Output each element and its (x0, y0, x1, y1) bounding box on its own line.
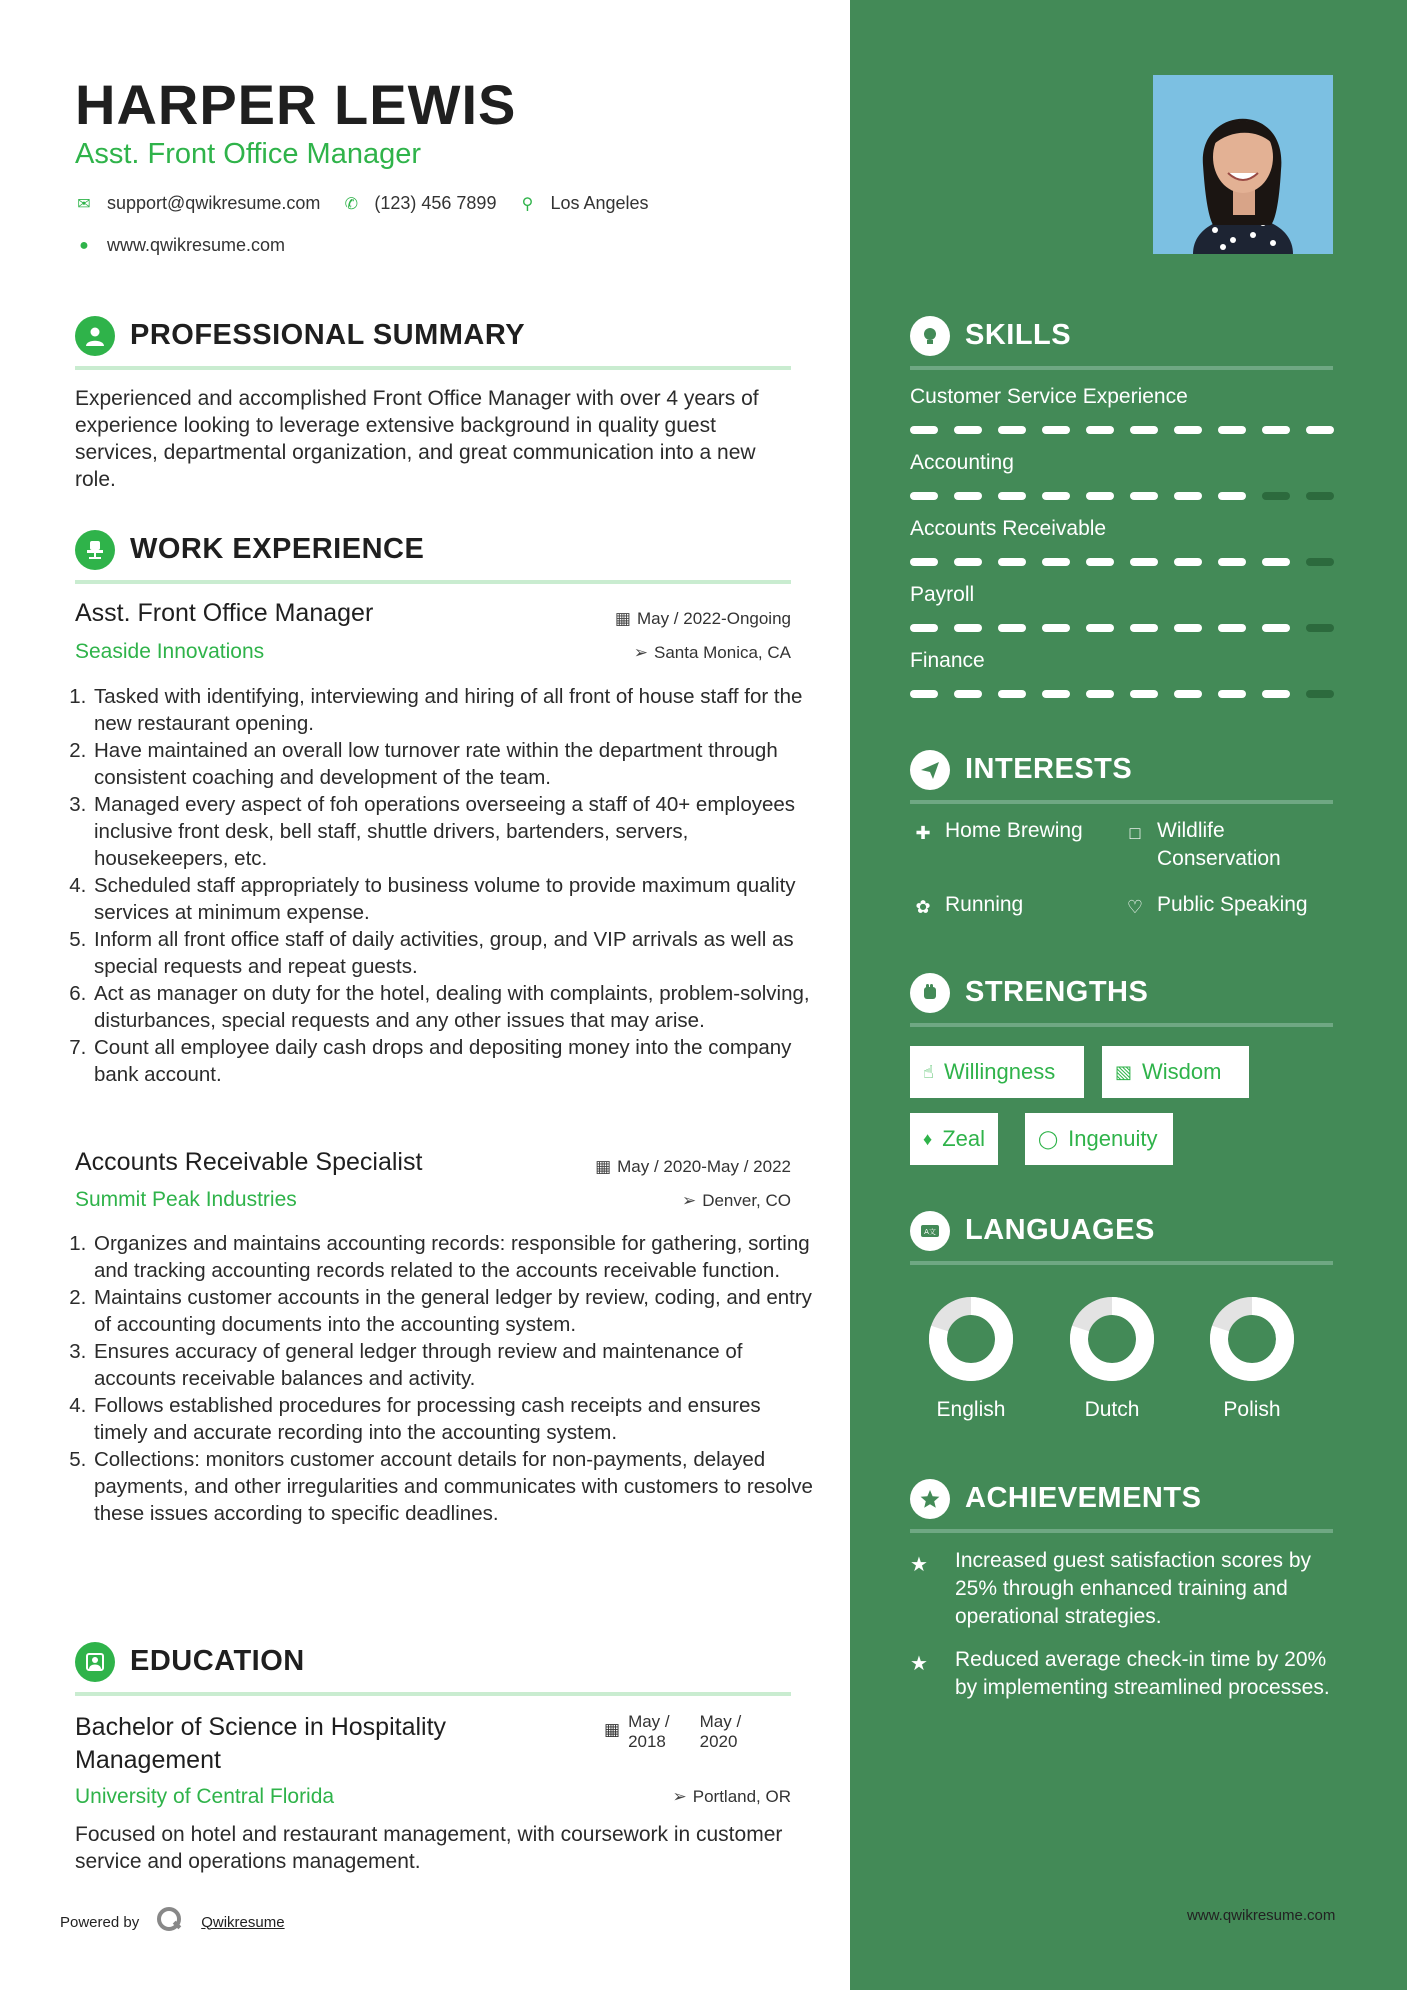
job-1-location-text: Santa Monica, CA (653, 643, 791, 662)
degree (75, 1711, 446, 1777)
summary-title: PROFESSIONAL SUMMARY (130, 319, 526, 351)
achievement-text: Reduced average check-in time by 20% by implementing streamlined processes. (955, 1648, 1330, 1699)
paw-icon: ✿ (915, 897, 931, 917)
skill-dash-filled (998, 492, 1026, 500)
job-1-company: Seaside Innovations (75, 640, 265, 663)
puzzle-icon: ✚ (915, 823, 931, 843)
skill-dash-filled (1218, 624, 1246, 632)
education-end (700, 1712, 742, 1752)
skill-dash-filled (1218, 690, 1246, 698)
education-location-text: Portland, OR (692, 1787, 791, 1806)
education-start (628, 1712, 670, 1752)
language-name: Dutch (1084, 1398, 1140, 1421)
strength-badge (1025, 1113, 1173, 1165)
skill-dash-filled (954, 624, 982, 632)
job-1-dates (615, 609, 791, 629)
list-item: 2. Have maintained an overall low turnover rate within the department through consistent coaching and development of the team. (92, 737, 817, 791)
fire-icon: ♦ (923, 1128, 933, 1149)
thumbs-up-icon: ☝ (923, 1061, 934, 1082)
skill-dash-filled (954, 690, 982, 698)
language-item (1057, 1295, 1167, 1422)
interest-label: Public Speaking (1157, 893, 1308, 916)
contact-location: Los Angeles (550, 193, 649, 213)
education-end-year: 2020 (699, 1732, 738, 1751)
job-1-dates-text: May / 2022-Ongoing (636, 609, 791, 628)
skills-title: SKILLS (965, 319, 1072, 351)
education-location (672, 1787, 791, 1807)
paper-plane-icon (910, 750, 950, 790)
achievements-heading (910, 1479, 1333, 1533)
skill-meter (910, 624, 1334, 632)
job-2-dates-text: May / 2020-May / 2022 (617, 1157, 791, 1176)
job-1-location (634, 643, 791, 663)
skill-dash-filled (1130, 558, 1158, 566)
skill-dash-empty (1306, 624, 1334, 632)
skill-dash-filled (910, 690, 938, 698)
skill-meter (910, 492, 1334, 500)
contact-email[interactable]: support@qwikresume.com (107, 193, 321, 213)
language-item (916, 1295, 1026, 1422)
contact-website[interactable]: www.qwikresume.com (107, 235, 286, 255)
list-item: 1. Tasked with identifying, interviewing and hiring of all front of house staff for the new restaurant opening. (92, 683, 817, 737)
list-item: 6. Act as manager on duty for the hotel, dealing with complaints, problem-solving, disturbances, special requests and any other issues that may arise. (92, 980, 817, 1034)
degree-line-2: Management (75, 1746, 221, 1774)
job-2-duties (68, 1230, 817, 1527)
list-item: 4. Follows established procedures for processing cash receipts and ensures timely and accurate recording into the accounting system. (92, 1392, 817, 1446)
skill-dash-filled (1218, 558, 1246, 566)
calendar-icon: ▦ (595, 1157, 612, 1176)
footer-site[interactable]: www.qwikresume.com (1187, 1907, 1336, 1924)
job-1-duties (68, 683, 817, 1088)
skill-dash-filled (1174, 558, 1202, 566)
interest-label: Running (945, 893, 1024, 916)
user-icon (75, 316, 115, 356)
skill-meter (910, 426, 1334, 434)
language-item (1197, 1295, 1307, 1422)
strength-label: Zeal (942, 1126, 985, 1151)
job-2-dates (595, 1157, 791, 1177)
strength-badge (910, 1113, 998, 1165)
skill-dash-filled (1086, 690, 1114, 698)
candidate-title: Asst. Front Office Manager (75, 138, 421, 170)
list-item: 3. Managed every aspect of foh operations overseeing a staff of 40+ employees inclusive front desk, bell staff, shuttle drivers, bartenders, servers, housekeepers, etc. (92, 791, 817, 872)
skill-dash-filled (998, 624, 1026, 632)
job-1-role: Asst. Front Office Manager (75, 599, 374, 627)
language-icon (910, 1211, 950, 1251)
candidate-name: HARPER LEWIS (75, 73, 517, 136)
skill-dash-filled (910, 558, 938, 566)
skill-dash-filled (910, 624, 938, 632)
skill-meter (910, 558, 1334, 566)
language-ring (1197, 1295, 1307, 1385)
list-item: 2. Maintains customer accounts in the general ledger by review, coding, and entry of accounting documents into the accounting system. (92, 1284, 817, 1338)
lightbulb-icon (910, 316, 950, 356)
pin-icon: ➢ (681, 1191, 697, 1210)
calendar-icon: ▦ (614, 609, 631, 628)
star-icon: ★ (910, 1653, 928, 1675)
achievements-title: ACHIEVEMENTS (965, 1482, 1202, 1514)
interest-label-line-2: Conservation (1157, 847, 1281, 870)
education-end-month: May / (699, 1712, 742, 1731)
job-2-company: Summit Peak Industries (75, 1188, 297, 1211)
languages-heading (910, 1211, 1333, 1265)
interests-title: INTERESTS (965, 753, 1133, 785)
skill-dash-filled (1262, 690, 1290, 698)
experience-heading (75, 530, 791, 584)
list-item: 5. Inform all front office staff of daily activities, group, and VIP arrivals as well as special requests and repeat guests. (92, 926, 817, 980)
summary-heading (75, 316, 791, 370)
skill-dash-filled (1130, 492, 1158, 500)
skill-dash-filled (1086, 624, 1114, 632)
strengths-heading (910, 973, 1333, 1027)
skill-dash-filled (910, 492, 938, 500)
education-title: EDUCATION (130, 1645, 305, 1677)
achievement-item (910, 1646, 1340, 1736)
footer-powered (60, 1905, 285, 1939)
star-icon: ★ (910, 1554, 928, 1576)
skill-dash-filled (1262, 624, 1290, 632)
book-icon: □ (1129, 823, 1141, 843)
skill-dash-filled (1086, 492, 1114, 500)
language-name: English (936, 1398, 1006, 1421)
job-2-role: Accounts Receivable Specialist (75, 1148, 423, 1176)
experience-title: WORK EXPERIENCE (130, 533, 425, 565)
skill-dash-filled (1174, 426, 1202, 434)
skill-dash-filled (1042, 426, 1070, 434)
skill-dash-filled (998, 426, 1026, 434)
skill-dash-filled (910, 426, 938, 434)
website-row (75, 235, 285, 256)
qwikresume-link[interactable]: Qwikresume (201, 1913, 285, 1931)
interest-label: Home Brewing (945, 819, 1083, 842)
powered-by-label: Powered by (60, 1913, 140, 1931)
skill-dash-filled (1174, 492, 1202, 500)
svg-text:A文: A文 (924, 1228, 936, 1236)
skill-dash-filled (1042, 624, 1070, 632)
skill-name: Accounting (910, 451, 1014, 474)
skill-dash-filled (998, 558, 1026, 566)
qwikresume-logo-icon (155, 1905, 185, 1939)
fist-icon (910, 973, 950, 1013)
skill-dash-filled (1086, 426, 1114, 434)
contact-phone[interactable]: (123) 456 7899 (374, 193, 497, 213)
interest-label-line-1: Wildlife (1157, 819, 1225, 842)
list-item: 7. Count all employee daily cash drops and depositing money into the company bank account. (92, 1034, 817, 1088)
skill-name: Payroll (910, 583, 975, 606)
list-item: 4. Scheduled staff appropriately to business volume to provide maximum quality services at minimum expense. (92, 872, 817, 926)
skill-name: Finance (910, 649, 985, 672)
map-pin-icon: ⚲ (521, 195, 534, 213)
list-item: 3. Ensures accuracy of general ledger through review and maintenance of accounts receivable balances and activity. (92, 1338, 817, 1392)
education-dates (604, 1712, 741, 1752)
skill-dash-filled (954, 426, 982, 434)
list-item: 1. Organizes and maintains accounting records: responsible for gathering, sorting and tracking accounting records related to the accounts receivable function. (92, 1230, 817, 1284)
education-school: University of Central Florida (75, 1785, 335, 1808)
achievement-item (910, 1547, 1340, 1637)
skill-dash-filled (1174, 690, 1202, 698)
list-item: 5. Collections: monitors customer account details for non-payments, delayed payments, and other irregularities and communicates with customers to resolve these issues according to specific deadlines. (92, 1446, 817, 1527)
skill-dash-filled (1262, 558, 1290, 566)
skill-dash-filled (1130, 426, 1158, 434)
skill-dash-filled (1218, 426, 1246, 434)
strength-label: Ingenuity (1068, 1126, 1158, 1151)
achievement-text: Increased guest satisfaction scores by 25% through enhanced training and operational strategies. (955, 1549, 1312, 1628)
job-2-location (682, 1191, 791, 1211)
skill-dash-filled (1262, 426, 1290, 434)
interest-label (1157, 817, 1281, 873)
education-start-month: May / (628, 1712, 670, 1731)
skill-dash-filled (998, 690, 1026, 698)
skill-dash-filled (1218, 492, 1246, 500)
star-icon (910, 1479, 950, 1519)
education-start-year: 2018 (628, 1732, 666, 1751)
envelope-icon: ✉ (77, 195, 91, 213)
education-heading (75, 1642, 791, 1696)
skills-heading (910, 316, 1333, 370)
language-ring (916, 1295, 1026, 1385)
globe-icon: ● (79, 236, 89, 254)
phone-icon: ✆ (344, 195, 359, 213)
skill-name: Customer Service Experience (910, 385, 1188, 408)
skill-dash-filled (1042, 558, 1070, 566)
skill-dash-filled (1086, 558, 1114, 566)
skill-dash-empty (1306, 690, 1334, 698)
skill-dash-filled (954, 558, 982, 566)
job-2-location-text: Denver, CO (702, 1191, 791, 1210)
education-text: Focused on hotel and restaurant management, with coursework in customer service and operations management. (75, 1823, 783, 1873)
languages-title: LANGUAGES (965, 1214, 1155, 1246)
skill-dash-empty (1306, 558, 1334, 566)
language-ring (1057, 1295, 1167, 1385)
strength-label: Willingness (943, 1059, 1056, 1084)
graduate-icon (75, 1642, 115, 1682)
skill-dash-filled (1174, 624, 1202, 632)
skill-dash-empty (1306, 492, 1334, 500)
contact-row (75, 193, 649, 214)
interests-heading (910, 750, 1333, 804)
skill-meter (910, 690, 1334, 698)
calendar-icon: ▦ (604, 1720, 621, 1739)
skill-dash-filled (1130, 690, 1158, 698)
pin-icon: ➢ (672, 1787, 687, 1806)
strength-label: Wisdom (1142, 1059, 1222, 1084)
skill-dash-filled (1130, 624, 1158, 632)
language-name: Polish (1223, 1398, 1281, 1421)
chair-icon (75, 530, 115, 570)
strength-badge (1102, 1046, 1249, 1098)
book-icon: ▧ (1115, 1061, 1133, 1082)
strength-badge (910, 1046, 1084, 1098)
skill-dash-filled (1306, 426, 1334, 434)
strengths-title: STRENGTHS (965, 976, 1149, 1008)
heartbeat-icon: ♡ (1126, 897, 1144, 917)
skill-dash-filled (1042, 690, 1070, 698)
skill-dash-empty (1262, 492, 1290, 500)
skill-dash-filled (1042, 492, 1070, 500)
pin-icon: ➢ (633, 643, 648, 662)
lightbulb-icon: ◯ (1038, 1128, 1059, 1149)
profile-photo (1153, 75, 1333, 254)
skill-name: Accounts Receivable (910, 517, 1107, 540)
degree-line-1: Bachelor of Science in Hospitality (75, 1713, 447, 1741)
summary-text: Experienced and accomplished Front Office Manager with over 4 years of experience looking to leverage extensive background in quality guest services, departmental organization, and great communication into a new role. (75, 387, 759, 491)
skill-dash-filled (954, 492, 982, 500)
